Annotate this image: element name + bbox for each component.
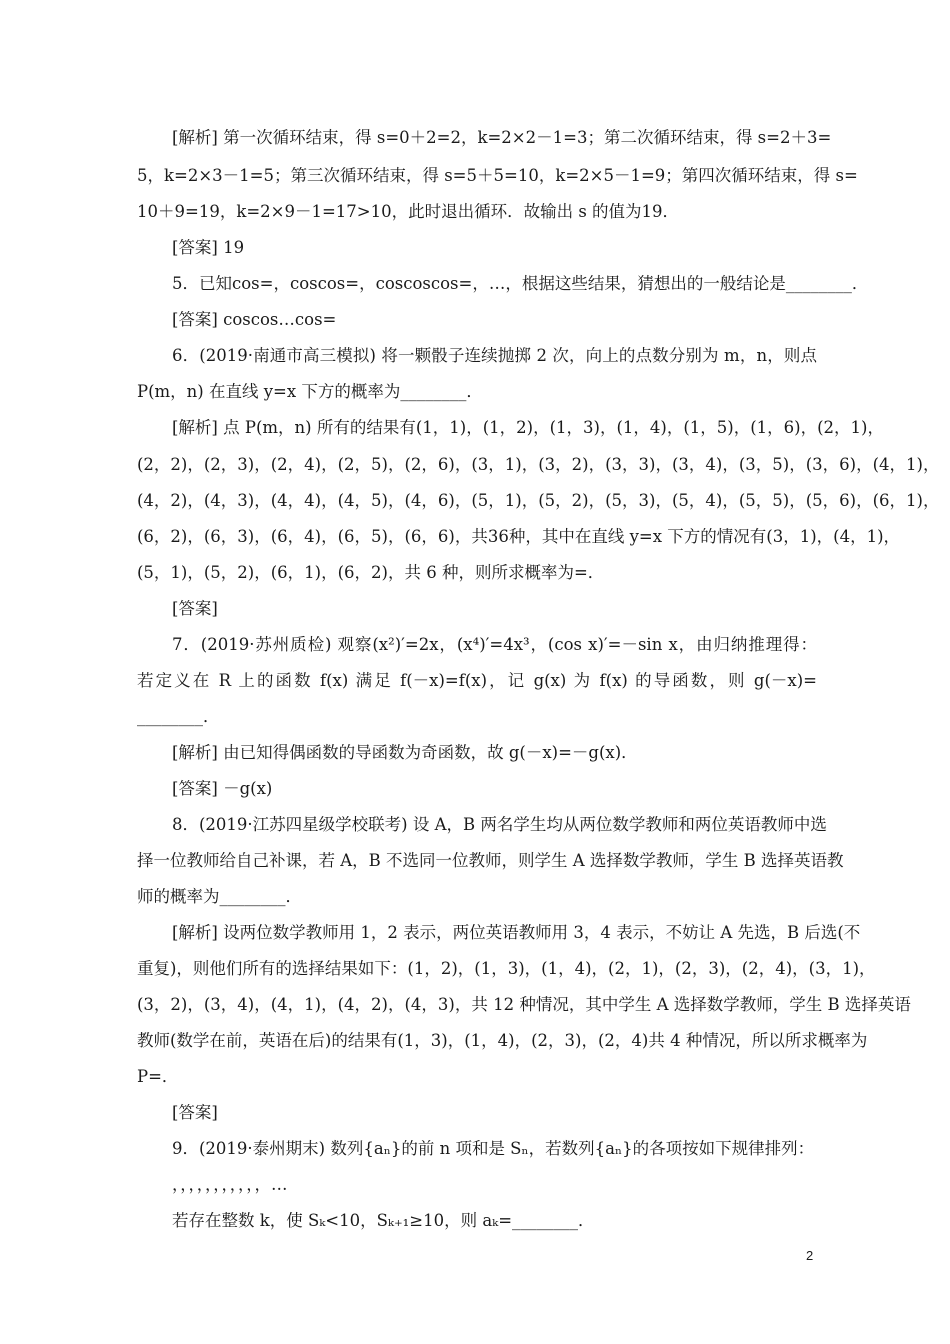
solution-4-line-3: 10＋9=19，k=2×9－1=17>10，此时退出循环．故输出 s 的值为19． (137, 202, 680, 221)
answer-6: [答案] (172, 599, 218, 618)
solution-8-line-5: P=． (137, 1067, 179, 1086)
question-8-line-1: 8．(2019·江苏四星级学校联考) 设 A，B 两名学生均从两位数学教师和两位英语教师中选 (172, 815, 827, 834)
answer-7: [答案] －g(x) (172, 779, 273, 798)
answer-4: [答案] 19 (172, 238, 245, 257)
question-8-line-2: 择一位教师给自己补课，若 A，B 不选同一位教师，则学生 A 选择数学教师，学生 B 选择英语教 (137, 851, 844, 870)
solution-8-line-1: [解析] 设两位数学教师用 1，2 表示，两位英语教师用 3，4 表示，不妨让 A 先选，B 后选(不 (172, 923, 861, 942)
solution-8-line-4: 教师(数学在前，英语在后)的结果有(1，3)，(1，4)，(2，3)，(2，4)共 4 种情况，所以所求概率为 (137, 1031, 868, 1050)
solution-7: [解析] 由已知得偶函数的导函数为奇函数，故 g(－x)=－g(x)． (172, 743, 638, 762)
question-7-line-2: 若定义在 R 上的函数 f(x) 满足 f(－x)=f(x)，记 g(x) 为 f(x) 的导函数，则 g(－x)= (137, 671, 817, 690)
question-9-line-3: 若存在整数 k，使 Sₖ<10，Sₖ₊₁≥10，则 aₖ=________． (172, 1211, 595, 1230)
page-number: 2 (806, 1248, 814, 1263)
solution-6-line-5: (5，1)，(5，2)，(6，1)，(6，2)，共 6 种，则所求概率为=． (137, 563, 605, 582)
solution-8-line-2: 重复)，则他们所有的选择结果如下：(1，2)，(1，3)，(1，4)，(2，1)，(2，3)，(2，4)，(3，1)， (137, 959, 876, 978)
question-5: 5．已知cos=，coscos=，coscoscos=，…，根据这些结果，猜想出的一般结论是________． (172, 274, 869, 293)
question-9-line-1: 9．(2019·泰州期末) 数列{aₙ}的前 n 项和是 Sₙ，若数列{aₙ}的各项按如下规律排列： (172, 1139, 815, 1158)
solution-4-line-2: 5，k=2×3－1=5；第三次循环结束，得 s=5＋5=10，k=2×5－1=9；第四次循环结束，得 s= (137, 166, 858, 185)
solution-8-line-3: (3，2)，(3，4)，(4，1)，(4，2)，(4，3)，共 12 种情况，其中学生 A 选择数学教师，学生 B 选择英语 (137, 995, 911, 1014)
question-7-line-3: ________． (137, 707, 220, 726)
answer-5: [答案] coscos…cos= (172, 310, 337, 329)
question-6-line-2: P(m，n) 在直线 y=x 下方的概率为________． (137, 382, 483, 401)
solution-6-line-1: [解析] 点 P(m，n) 所有的结果有(1，1)，(1，2)，(1，3)，(1，4)，(1，5)，(1，6)，(2，1)， (172, 418, 884, 437)
solution-6-line-4: (6，2)，(6，3)，(6，4)，(6，5)，(6，6)，共36种，其中在直线 y=x 下方的情况有(3，1)，(4，1)， (137, 527, 901, 546)
question-6-line-1: 6．(2019·南通市高三模拟) 将一颗骰子连续抛掷 2 次，向上的点数分别为 m，n，则点 (172, 346, 817, 365)
solution-6-line-2: (2，2)，(2，3)，(2，4)，(2，5)，(2，6)，(3，1)，(3，2)，(3，3)，(3，4)，(3，5)，(3，6)，(4，1)， (137, 455, 940, 474)
solution-4-line-1: [解析] 第一次循环结束，得 s=0＋2=2，k=2×2－1=3；第二次循环结束，得 s=2＋3= (172, 128, 832, 147)
question-9-sequence: ，，，，，，，，，，，… (172, 1175, 288, 1194)
question-7-line-1: 7．(2019·苏州质检) 观察(x²)′=2x，(x⁴)′=4x³，(cos x)′=－sin x，由归纳推理得： (172, 635, 817, 654)
solution-6-line-3: (4，2)，(4，3)，(4，4)，(4，5)，(4，6)，(5，1)，(5，2)，(5，3)，(5，4)，(5，5)，(5，6)，(6，1)， (137, 491, 940, 510)
answer-8: [答案] (172, 1103, 218, 1122)
question-8-line-3: 师的概率为________． (137, 887, 302, 906)
